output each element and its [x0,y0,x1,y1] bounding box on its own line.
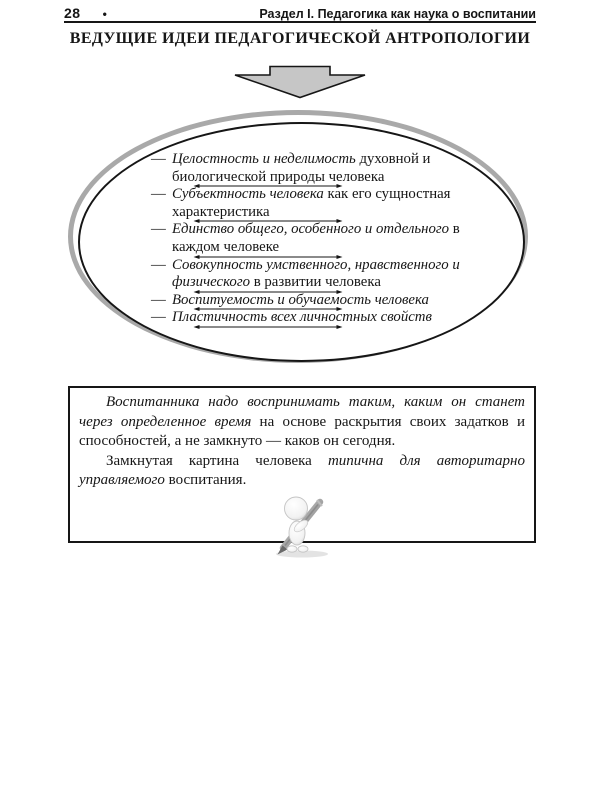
idea-emphasis: Совокупность умственного, нравственного и физического [172,256,460,291]
down-arrow-shape [230,65,370,99]
note-text-run: на основе раскрытия своих задатков и способностей, а не замкнуто — каков он сегодня. [79,413,525,449]
idea-text: как его сущностная характеристика [172,186,451,220]
note-paragraph [79,452,525,491]
idea-emphasis: Целостность и неделимость [172,151,356,167]
concept-ellipse [78,122,525,362]
person-with-pen-icon [261,493,343,559]
note-emphasis: типична для авторитарно управляемого [79,452,525,488]
page-title: ВЕДУЩИЕ ИДЕИ ПЕДАГОГИЧЕСКОЙ АНТРОПОЛОГИИ [69,30,531,47]
down-arrow-icon [230,65,370,99]
note-text-run: Замкнутая картина человека [106,452,328,469]
idea-item [151,221,463,256]
note-paragraph [79,393,525,452]
idea-text: в каждом человеке [172,221,460,255]
page-number: 28 [64,5,81,21]
ideas-list [151,151,463,327]
dash-marker: — [151,186,166,203]
dash-marker: — [151,256,166,273]
dash-marker: — [151,291,166,308]
idea-emphasis: Единство общего, особенного и отдельного [172,221,450,238]
idea-item [151,309,463,327]
idea-emphasis: Пластичность всех личностных свойств [172,309,432,326]
bullet-separator: • [102,7,107,21]
figure-head [285,497,308,520]
idea-emphasis: Воспитуемость и обучаемость человека [172,291,429,308]
header-rule [64,21,536,23]
figure-foot-right [298,545,308,551]
note-emphasis: Воспитанника надо воспринимать таким, каким он станет через определенное время [79,394,525,430]
idea-text: в развитии человека [250,274,381,291]
idea-item [151,186,463,221]
section-title: Раздел I. Педагогика как наука о воспитании [259,7,536,21]
figure-foot-left [287,545,297,551]
person-with-pen-figure [79,493,525,559]
note-text-run: воспитания. [168,472,247,488]
dash-marker: — [151,221,166,238]
note-text [79,393,525,491]
note-box [68,386,536,543]
running-head [64,5,536,21]
idea-text: духовной и биологической природы человека [172,151,431,185]
idea-item [151,257,463,292]
idea-item [151,151,463,186]
idea-emphasis: Субъектность человека [172,186,324,203]
idea-item [151,292,463,310]
dash-marker: — [151,309,166,326]
dash-marker: — [151,151,166,167]
